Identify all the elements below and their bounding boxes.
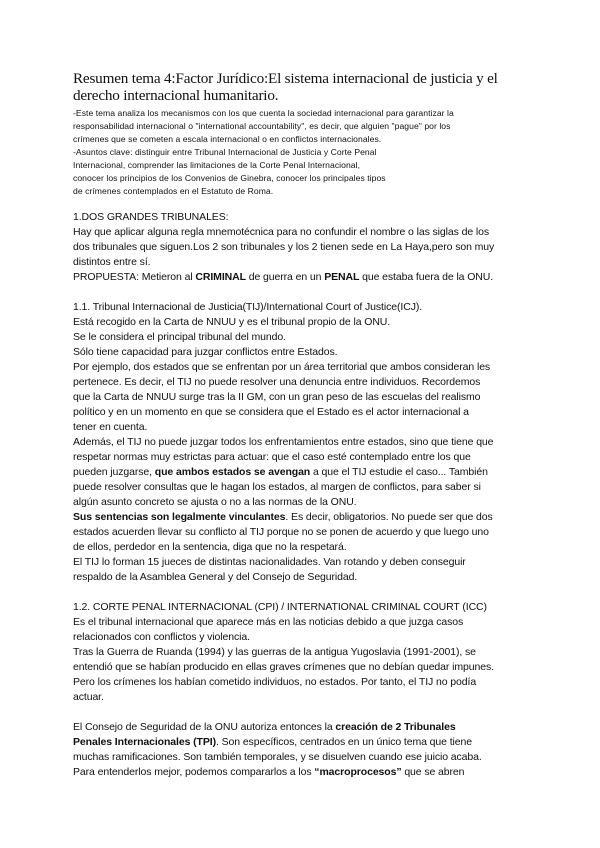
paragraph-line: tener en cuenta.	[73, 421, 148, 433]
paragraph-line: de ellos, perdedor en la sentencia, diga que no la respetará.	[73, 541, 347, 553]
paragraph-line: El Consejo de Seguridad de la ONU autoriza entonces la creación de 2 Tribunales	[73, 721, 456, 733]
paragraph-line: muchas ramificaciones. Son también temporales, y se disuelven cuando ese juicio acaba.	[73, 751, 482, 763]
paragraph-line: Sus sentencias son legalmente vinculantes. Es decir, obligatorios. No puede ser que dos	[73, 511, 493, 523]
intro-line: conocer los principios de los Convenios de Ginebra, conocer los principales tipos	[73, 173, 386, 183]
paragraph-line: Además, el TIJ no puede juzgar todos los enfrentamientos entre estados, sino que tiene que	[73, 436, 494, 448]
bold-phrase: Sus sentencias son legalmente vinculantes	[73, 511, 286, 523]
paragraph-line: distintos entre sí.	[73, 256, 151, 268]
intro-line: -Asuntos clave: distinguir entre Tribunal Internacional de Justicia y Corte Penal	[73, 147, 377, 157]
intro-line: crímenes que se cometen a escala internacional o en conflictos internacionales.	[73, 134, 382, 144]
paragraph-line: entendió que se habían producido en ellas graves crímenes que no debían quedar impunes.	[73, 661, 494, 673]
paragraph-line: Es el tribunal internacional que aparece más en las noticias debido a que juzga casos	[73, 616, 464, 628]
bold-phrase: que ambos estados se avengan	[154, 466, 311, 478]
bold-phrase: Penales Internacionales (TPI)	[73, 736, 216, 748]
paragraph-line: Sólo tiene capacidad para juzgar conflictos entre Estados.	[73, 346, 338, 358]
proposal-line: PROPUESTA: Metieron al CRIMINAL de guerra en un PENAL que estaba fuera de la ONU.	[73, 271, 494, 283]
section-1-heading: 1.DOS GRANDES TRIBUNALES:	[73, 211, 229, 223]
bold-penal: PENAL	[324, 271, 360, 283]
paragraph-line: Tras la Guerra de Ruanda (1994) y las guerras de la antigua Yugoslavia (1991-2001), se	[73, 646, 476, 658]
paragraph-line: respaldo de la Asamblea General y del Consejo de Seguridad.	[73, 571, 358, 583]
section-1-1-heading: 1.1. Tribunal Internacional de Justicia(TIJ)/International Court of Justice(ICJ).	[73, 301, 423, 313]
intro-line: Internacional, comprender las limitaciones de la Corte Penal Internacional,	[73, 160, 361, 170]
paragraph-line: Pero los crímenes los habían cometido individuos, no estados. Por tanto, el TIJ no podía	[73, 676, 477, 688]
section-1-2-heading: 1.2. CORTE PENAL INTERNACIONAL (CPI) / INTERNATIONAL CRIMINAL COURT (ICC)	[73, 601, 487, 613]
paragraph-line: Para entenderlos mejor, podemos compararlos a los “macroprocesos” que se abren	[73, 766, 465, 778]
bold-phrase: “macroprocesos”	[314, 766, 402, 778]
document-title	[73, 70, 550, 104]
paragraph-line: pertenece. Es decir, el TIJ no puede resolver una denuncia entre individuos. Recordemos	[73, 376, 481, 388]
intro-line: responsabilidad internacional o "international accountability", es decir, que alguien "pague" por los	[73, 121, 451, 131]
intro-line: de crímenes contemplados en el Estatuto de Roma.	[73, 186, 274, 196]
bold-criminal: CRIMINAL	[195, 271, 246, 283]
paragraph-line: puede resolver consultas que le hagan los estados, al margen de conflictos, para saber si	[73, 481, 481, 493]
paragraph-line: relacionados con conflictos y violencia.	[73, 631, 250, 643]
intro-line: -Este tema analiza los mecanismos con los que cuenta la sociedad internacional para garantizar la	[73, 108, 454, 118]
paragraph-line: Por ejemplo, dos estados que se enfrentan por un área territorial que ambos consideran les	[73, 361, 491, 373]
paragraph-line: político y en un momento en que se considera que el Estado es el actor internacional a	[73, 406, 469, 418]
paragraph-line: pueden juzgarse, que ambos estados se avengan a que el TIJ estudie el caso... También	[73, 466, 488, 478]
paragraph-line: actuar.	[73, 691, 104, 703]
paragraph-line: Hay que aplicar alguna regla mnemotécnica para no confundir el nombre o las siglas de los	[73, 226, 490, 238]
paragraph-line: Está recogido en la Carta de NNUU y es el tribunal propio de la ONU.	[73, 316, 391, 328]
paragraph-line: algún asunto concreto se ajusta o no a las normas de la ONU.	[73, 496, 357, 508]
intro-block	[73, 107, 550, 198]
title-line-1: Resumen tema 4:Factor Jurídico:El sistema internacional de justicia y el	[73, 70, 498, 87]
paragraph-line: Se le considera el principal tribunal del mundo.	[73, 331, 286, 343]
document-body	[73, 210, 550, 780]
paragraph-line: respetar normas muy estrictas para actuar: que el caso esté contemplado entre los que	[73, 451, 471, 463]
paragraph-line: estados acuerden llevar su conflicto al TIJ porque no se ponen de acuerdo y que luego uno	[73, 526, 489, 538]
paragraph-line: El TIJ lo forman 15 jueces de distintas nacionalidades. Van rotando y deben conseguir	[73, 556, 466, 568]
title-line-2: derecho internacional humanitario.	[73, 87, 279, 104]
paragraph-line: que la Carta de NNUU surge tras la II GM, con un gran peso de las escuelas del realismo	[73, 391, 481, 403]
paragraph-line: Penales Internacionales (TPI). Son específicos, centrados en un único tema que tiene	[73, 736, 472, 748]
bold-phrase: creación de 2 Tribunales	[335, 721, 456, 733]
paragraph-line: dos tribunales que siguen.Los 2 son tribunales y los 2 tienen sede en La Haya,pero son muy	[73, 241, 495, 253]
